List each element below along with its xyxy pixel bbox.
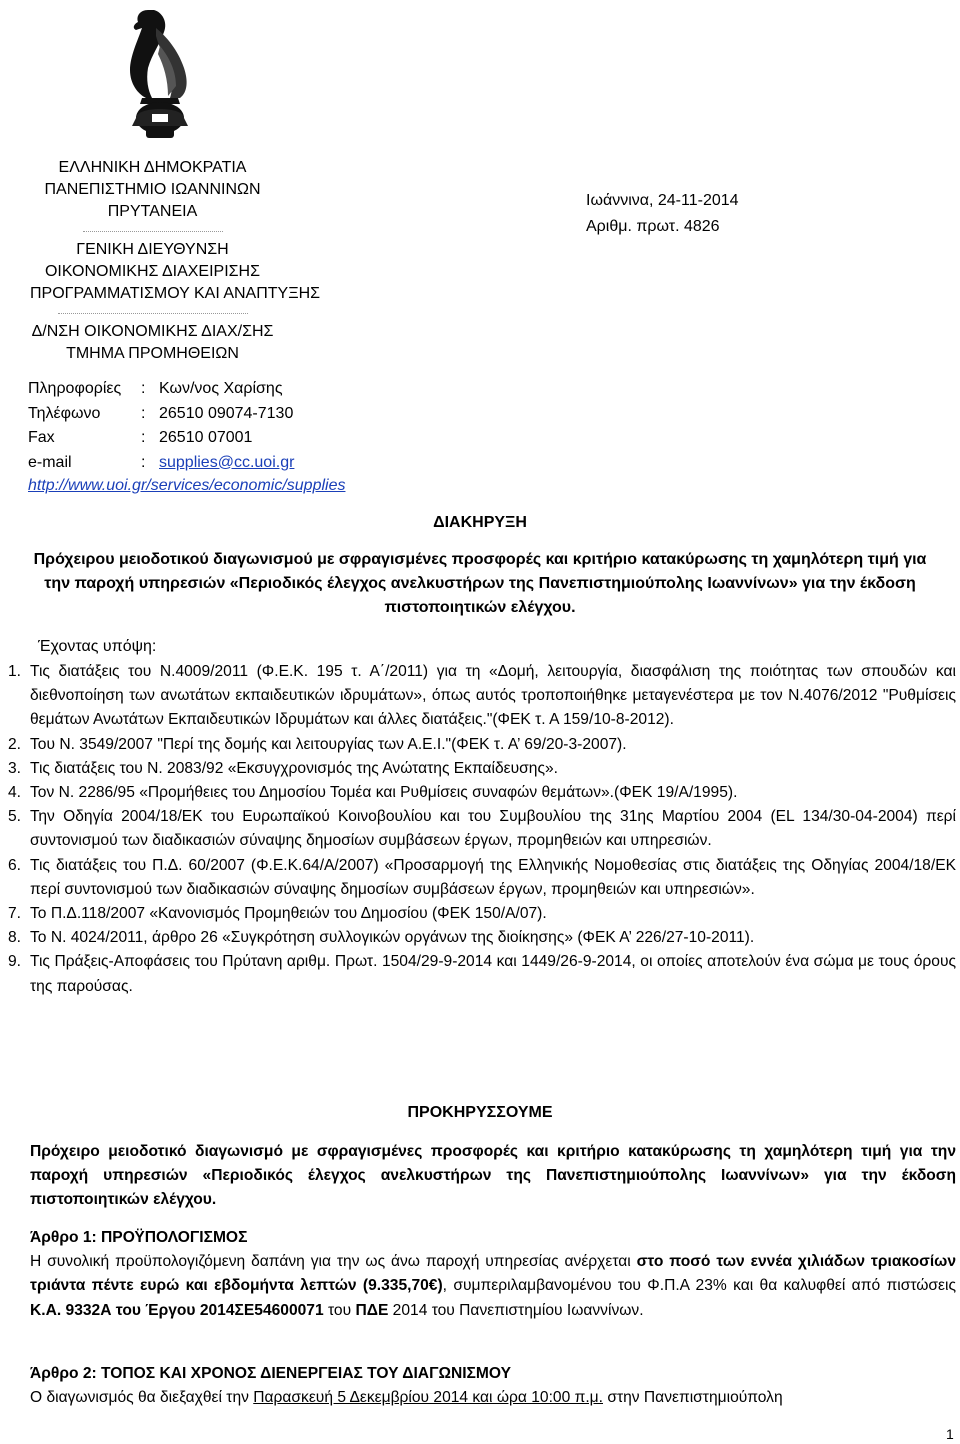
amount-text: στο ποσό των εννέα χιλιάδων τριακοσίων τριάντα πέντε ευρώ και εβδομήντα λεπτών (9.335,70€) bbox=[30, 1253, 956, 1295]
protocol-number: Αριθμ. πρωτ. 4826 bbox=[586, 218, 720, 235]
item-text: Τον Ν. 2286/95 «Προμήθειες του Δημοσίου Τομέα και Ρυθμίσεις συναφών θεμάτων».(ΦΕΚ 19/Α/1995). bbox=[30, 784, 738, 802]
article-1 bbox=[30, 1226, 956, 1323]
info-value: Κων/νος Χαρίσης bbox=[159, 380, 283, 397]
date-protocol-block bbox=[586, 188, 739, 240]
phone-label: Τηλέφωνο bbox=[28, 404, 101, 422]
header-line: ΟΙΚΟΝΟΜΙΚΗΣ ΔΙΑΧΕΙΡΙΣΗΣ bbox=[44, 263, 260, 280]
tender-datetime: Παρασκευή 5 Δεκεμβρίου 2014 και ώρα 10:00 π.μ. bbox=[253, 1389, 603, 1407]
item-text: Την Οδηγία 2004/18/ΕΚ του Ευρωπαϊκού Κοινοβουλίου και του Συμβουλίου της 31ης Μαρτίου 2004 (EL 134/30-04-2004) περί συντονισμού των διαδικασιών σύναψης δημοσίων συμβάσεων έργων, προμηθειών και υπηρεσιών. bbox=[30, 808, 956, 850]
legal-basis-list bbox=[8, 660, 956, 999]
item-number: 4. bbox=[8, 784, 22, 802]
item-number: 7. bbox=[8, 905, 22, 923]
list-item bbox=[8, 854, 956, 902]
list-item bbox=[8, 926, 956, 950]
text: στην Πανεπιστημιούπολη bbox=[603, 1389, 783, 1407]
item-text: Τις Πράξεις-Αποφάσεις του Πρύτανη αριθμ. Πρωτ. 1504/29-9-2014 και 1449/26-9-2014, οι οποίες αποτελούν ένα σώμα με τους όρους της παρούσας. bbox=[30, 953, 956, 995]
header-divider bbox=[30, 223, 275, 239]
contact-row-email bbox=[28, 451, 294, 476]
item-number: 5. bbox=[8, 808, 22, 826]
budget-code: Κ.Α. 9332Α του Έργου 2014ΣΕ54600071 bbox=[30, 1301, 324, 1319]
list-item bbox=[8, 757, 956, 781]
text: Η συνολική προϋπολογιζόμενη δαπάνη για την ως άνω παροχή υπηρεσίας ανέρχεται bbox=[30, 1253, 637, 1271]
header-line: Δ/ΝΣΗ ΟΙΚΟΝΟΜΙΚΗΣ ΔΙΑΧ/ΣΗΣ bbox=[31, 323, 274, 340]
pde-label: ΠΔΕ bbox=[355, 1301, 389, 1319]
contact-row-info bbox=[28, 377, 294, 402]
header-line: ΤΜΗΜΑ ΠΡΟΜΗΘΕΙΩΝ bbox=[66, 345, 239, 362]
item-number: 9. bbox=[8, 953, 22, 971]
text: 2014 του Πανεπιστημίου Ιωαννίνων. bbox=[388, 1301, 644, 1319]
proclaim-title: ΠΡΟΚΗΡΥΣΣΟΥΜΕ bbox=[407, 1104, 553, 1121]
item-text: Τις διατάξεις του Ν.4009/2011 (Φ.Ε.Κ. 195 τ. Α΄/2011) για τη «Δομή, λειτουργία, διασφάλιση της ποιότητας των σπουδών και διεθνοποίηση των ανωτάτων εκπαιδευτικών ιδρυμάτων», όπως αυτός τροποποιήθηκε μεταγενέστερα με τον Ν.4076/2012 "Ρυθμίσεις θεμάτων Ανωτάτων Εκπαιδευτικών Ιδρυμάτων και άλλες διατάξεις."(ΦΕΚ τ. Α 159/10-8-2012). bbox=[30, 663, 956, 729]
page-number: 1 bbox=[946, 1426, 954, 1442]
colon: : bbox=[141, 404, 146, 422]
header-divider bbox=[30, 305, 275, 321]
text: , συμπεριλαμβανομένου του Φ.Π.Α 23% και θα καλυφθεί από πιστώσεις bbox=[442, 1277, 956, 1295]
article-2-heading: Άρθρο 2: ΤΟΠΟΣ ΚΑΙ ΧΡΟΝΟΣ ΔΙΕΝΕΡΓΕΙΑΣ ΤΟΥ ΔΙΑΓΩΝΙΣΜΟΥ bbox=[30, 1365, 511, 1382]
article-2 bbox=[30, 1362, 956, 1410]
considering-label: Έχοντας υπόψη: bbox=[38, 638, 157, 655]
list-item bbox=[8, 950, 956, 998]
email-label: e-mail bbox=[28, 453, 72, 471]
article-2-body bbox=[30, 1386, 956, 1410]
proclaim-text: Πρόχειρο μειοδοτικό διαγωνισμό με σφραγισμένες προσφορές και κριτήριο κατακύρωσης τη χαμηλότερη τιμή για την παροχή υπηρεσιών «Περιοδικός έλεγχος ανελκυστήρων της Πανεπιστημιούπολης Ιωαννίνων» για την έκδοση πιστοποιητικών ελέγχου. bbox=[30, 1143, 956, 1209]
item-text: Το Π.Δ.118/2007 «Κανονισμός Προμηθειών του Δημοσίου (ΦΕΚ 150/Α/07). bbox=[30, 905, 547, 923]
list-item bbox=[8, 781, 956, 805]
phone-value: 26510 09074-7130 bbox=[159, 404, 294, 422]
fax-label: Fax bbox=[28, 429, 55, 446]
contact-row-fax bbox=[28, 426, 294, 451]
colon: : bbox=[141, 380, 146, 397]
list-item bbox=[8, 805, 956, 853]
info-label: Πληροφορίες bbox=[28, 380, 122, 397]
item-number: 1. bbox=[8, 663, 22, 680]
document-date: Ιωάννινα, 24-11-2014 bbox=[586, 192, 739, 209]
issuer-header bbox=[30, 157, 321, 365]
article-1-heading: Άρθρο 1: ΠΡΟΫΠΟΛΟΓΙΣΜΟΣ bbox=[30, 1229, 248, 1246]
article-1-body bbox=[30, 1250, 956, 1323]
header-line: ΕΛΛΗΝΙΚΗ ΔΗΜΟΚΡΑΤΙΑ bbox=[58, 159, 247, 176]
document-title: ΔΙΑΚΗΡΥΞΗ bbox=[433, 514, 527, 531]
contact-info bbox=[28, 377, 294, 475]
colon: : bbox=[141, 429, 146, 446]
email-link[interactable]: supplies@cc.uoi.gr bbox=[159, 453, 295, 471]
item-number: 6. bbox=[8, 856, 22, 874]
text: Ο διαγωνισμός θα διεξαχθεί την bbox=[30, 1389, 254, 1407]
list-item bbox=[8, 660, 956, 733]
item-text: Το Ν. 4024/2011, άρθρο 26 «Συγκρότηση συλλογικών οργάνων της διοίκησης» (ΦΕΚ Α’ 226/27-10-2011). bbox=[30, 929, 755, 947]
header-line: ΠΑΝΕΠΙΣΤΗΜΙΟ ΙΩΑΝΝΙΝΩΝ bbox=[44, 181, 261, 198]
university-logo-eagle bbox=[108, 6, 212, 142]
item-text: Τις διατάξεις του Π.Δ. 60/2007 (Φ.Ε.Κ.64/Α/2007) «Προσαρμογή της Ελληνικής Νομοθεσίας στις διατάξεις της Οδηγίας 2004/18/ΕΚ περί συντονισμού των διαδικασιών σύναψης δημοσίων συμβάσεων έργων, προμηθειών και υπηρεσιών». bbox=[30, 856, 956, 898]
text: του bbox=[323, 1301, 356, 1319]
item-number: 8. bbox=[8, 929, 22, 947]
header-line: ΓΕΝΙΚΗ ΔΙΕΥΘΥΝΣΗ bbox=[76, 241, 229, 258]
item-text: Τις διατάξεις του Ν. 2083/92 «Εκσυγχρονισμός της Ανώτατης Εκπαίδευσης». bbox=[30, 759, 558, 777]
item-number: 2. bbox=[8, 735, 22, 753]
item-number: 3. bbox=[8, 759, 22, 777]
list-item bbox=[8, 902, 956, 926]
fax-value: 26510 07001 bbox=[159, 429, 253, 446]
item-text: Του Ν. 3549/2007 "Περί της δομής και λειτουργίας των Α.Ε.Ι."(ΦΕΚ τ. Α’ 69/20-3-2007). bbox=[30, 735, 627, 753]
website-link[interactable]: http://www.uoi.gr/services/economic/supplies bbox=[28, 477, 346, 494]
contact-row-phone bbox=[28, 402, 294, 427]
header-line: ΠΡΥΤΑΝΕΙΑ bbox=[107, 203, 198, 220]
list-item bbox=[8, 733, 956, 757]
document-subject: Πρόχειρου μειοδοτικού διαγωνισμού με σφραγισμένες προσφορές και κριτήριο κατακύρωσης τη χαμηλότερη τιμή για την παροχή υπηρεσιών «Περιοδικός έλεγχος ανελκυστήρων της Πανεπιστημιούπολης Ιωαννίνων» για την έκδοση πιστοποιητικών ελέγχου. bbox=[33, 551, 927, 616]
colon: : bbox=[141, 453, 146, 471]
header-line: ΠΡΟΓΡΑΜΜΑΤΙΣΜΟΥ ΚΑΙ ΑΝΑΠΤΥΞΗΣ bbox=[30, 285, 321, 302]
